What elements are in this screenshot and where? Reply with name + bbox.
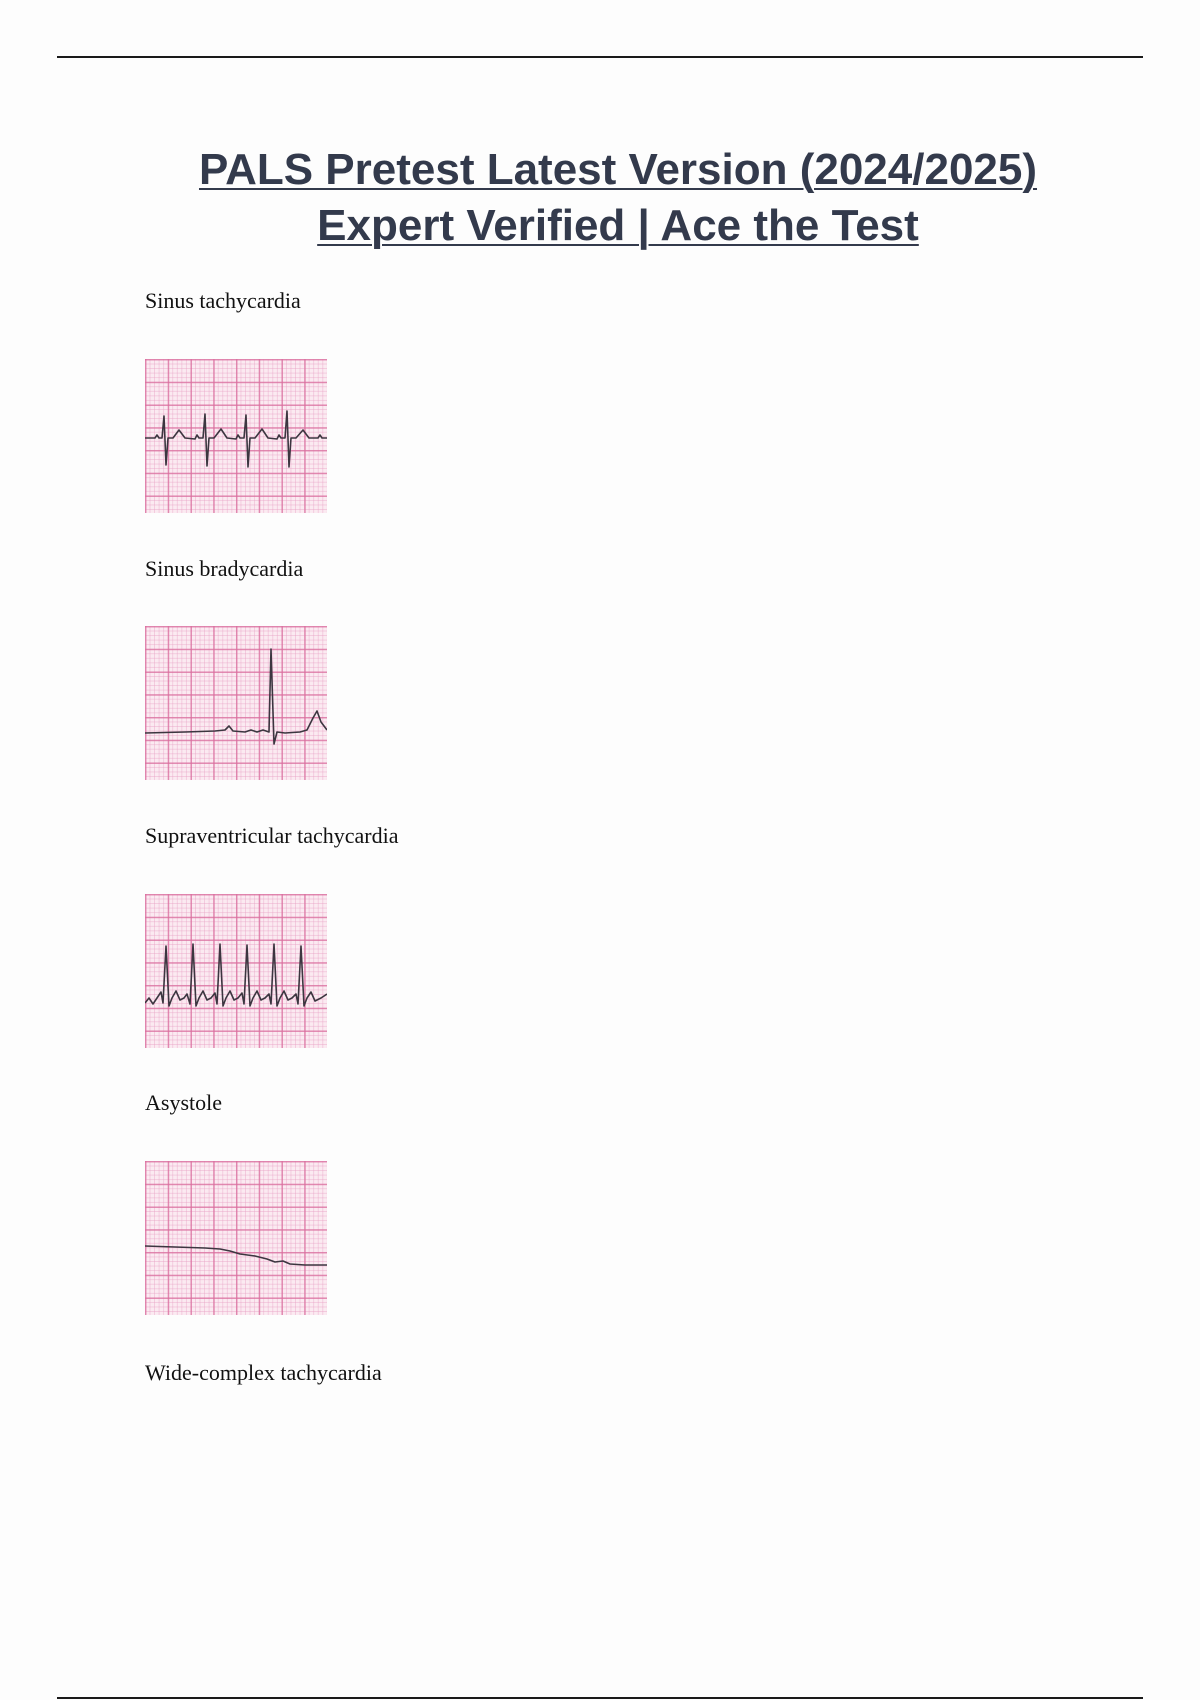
item-label-sinus-tachycardia: Sinus tachycardia (145, 288, 301, 313)
ecg-strip-sinus-bradycardia (145, 626, 327, 780)
item-label-supraventricular-tachycardia: Supraventricular tachycardia (145, 823, 399, 848)
ecg-strip-sinus-tachycardia (145, 359, 327, 513)
title-line-1: PALS Pretest Latest Version (2024/2025) (198, 145, 1038, 194)
footer-rule (57, 1697, 1143, 1699)
ecg-strip-asystole (145, 1161, 327, 1315)
page-title (0, 142, 1200, 254)
title-line-2: Expert Verified | Ace the Test (317, 201, 919, 250)
item-label-wide-complex-tachycardia: Wide-complex tachycardia (145, 1360, 382, 1385)
ecg-strip-supraventricular-tachycardia (145, 894, 327, 1048)
header-rule (57, 56, 1143, 58)
item-label-sinus-bradycardia: Sinus bradycardia (145, 556, 304, 581)
item-label-asystole: Asystole (145, 1090, 222, 1115)
